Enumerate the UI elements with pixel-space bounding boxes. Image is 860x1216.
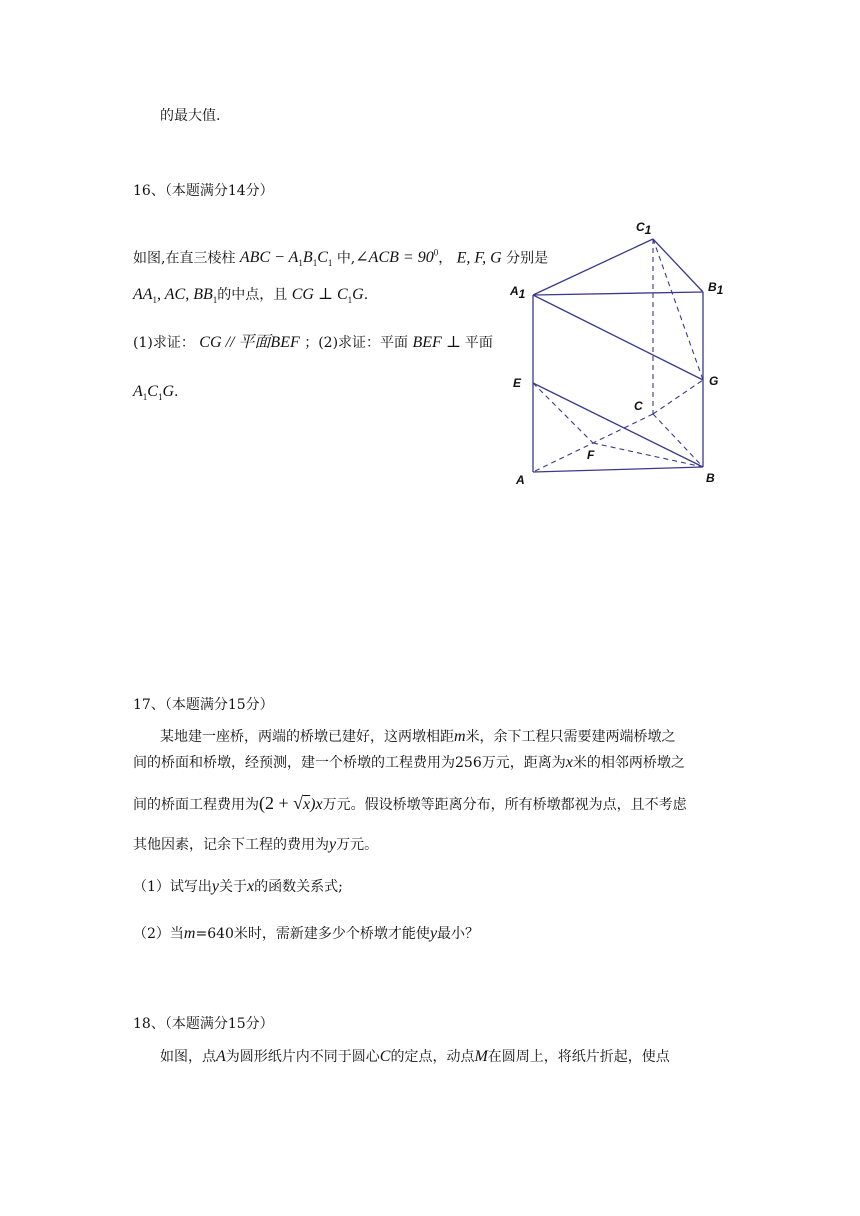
label-c: C xyxy=(634,399,643,413)
q16-angle-math: ∠ACB = $90^0$ xyxy=(355,248,439,267)
q18-header: 18、（本题满分15分） xyxy=(133,1016,274,1032)
label-b: B xyxy=(706,471,715,485)
edge-ab xyxy=(533,467,703,472)
q16-text: 如图,在直三棱柱 xyxy=(133,250,236,267)
label-c1: C1 xyxy=(636,220,652,237)
q16-line3: (1)求证： CG // 平面BEF ；(2)求证：平面 BEF ⊥ 平面 xyxy=(133,334,493,351)
edge-eb xyxy=(533,383,703,467)
label-f: F xyxy=(587,448,595,462)
q17-para-line4: 其他因素，记余下工程的费用为y万元。 xyxy=(133,836,379,853)
label-a: A xyxy=(516,473,525,487)
q17-sub1: （1）试写出y关于x的函数关系式; xyxy=(133,878,343,895)
q16-line2: $AA_1$, AC, $BB_1$的中点，且 CG ⊥ $C_1G$. xyxy=(133,286,369,306)
prism-figure xyxy=(505,215,730,490)
edge-c1b1 xyxy=(653,239,703,292)
q18-para-line1: 如图，点A为圆形纸片内不同于圆心C的定点，动点M在圆周上，将纸片折起，使点 xyxy=(160,1048,670,1065)
q18-center-c: C xyxy=(379,1048,391,1065)
q18-point-m: M xyxy=(474,1048,488,1065)
edge-a1b1 xyxy=(533,292,703,295)
q17-para-line3: 间的桥面工程费用为(2 + √x)x万元。假设桥墩等距离分布，所有桥墩都视为点，且不考虑 xyxy=(133,793,687,813)
q17-cost-formula: (2 + √x)x xyxy=(259,793,323,813)
q18-point-a: A xyxy=(216,1048,226,1065)
label-b1: B1 xyxy=(708,280,724,297)
q17-header: 17、（本题满分15分） xyxy=(133,697,274,713)
q16-cond-math: CG ⊥ $C_1G$ xyxy=(291,286,364,306)
q16-header: 16、（本题满分14分） xyxy=(133,183,274,199)
label-a1: A1 xyxy=(510,284,526,301)
q16-text: 分别是 xyxy=(506,250,549,267)
q17-para-line2: 间的桥面和桥墩，经预测，建一个桥墩的工程费用为256万元，距离为x米的相邻两桥墩之 xyxy=(133,754,685,771)
edge-a1c1 xyxy=(533,239,653,295)
q16-points-math: E, F, G xyxy=(456,249,502,267)
label-e: E xyxy=(513,376,522,390)
q17-var-y: y xyxy=(329,836,337,853)
q16-edges-math: $AA_1$, AC, $BB_1$ xyxy=(133,286,218,306)
q17-para-line1: 某地建一座桥，两端的桥墩已建好，这两墩相距m米，余下工程只需要建两端桥墩之 xyxy=(160,728,676,745)
q16-parallel-math: CG // 平面BEF xyxy=(199,334,300,351)
prev-tail: 的最大值. xyxy=(160,108,221,124)
edge-cg-hidden xyxy=(653,380,703,414)
q16-plane-math: $A_1C_1G$ xyxy=(133,383,175,403)
q16-line4: $A_1C_1G$. xyxy=(133,383,179,403)
edge-cb-hidden xyxy=(653,414,703,467)
q17-sub2: （2）当m=640米时，需新建多少个桥墩才能使y最小？ xyxy=(133,925,480,942)
q16-text: 中, xyxy=(336,250,356,267)
edge-ef-hidden xyxy=(533,383,593,443)
q17-var-x: x xyxy=(565,754,573,771)
edge-fb-hidden xyxy=(593,443,703,467)
q16-perp-math: BEF ⊥ xyxy=(412,334,465,351)
label-g: G xyxy=(709,374,719,388)
q16-prism-math: ABC − $A_1B_1C_1$ xyxy=(239,249,333,269)
q17-var-m: m xyxy=(454,728,466,745)
q16-line1: 如图,在直三棱柱 ABC − $A_1B_1C_1$ 中,∠ACB = $90^0$， E, F, G 分别是 xyxy=(133,248,549,269)
